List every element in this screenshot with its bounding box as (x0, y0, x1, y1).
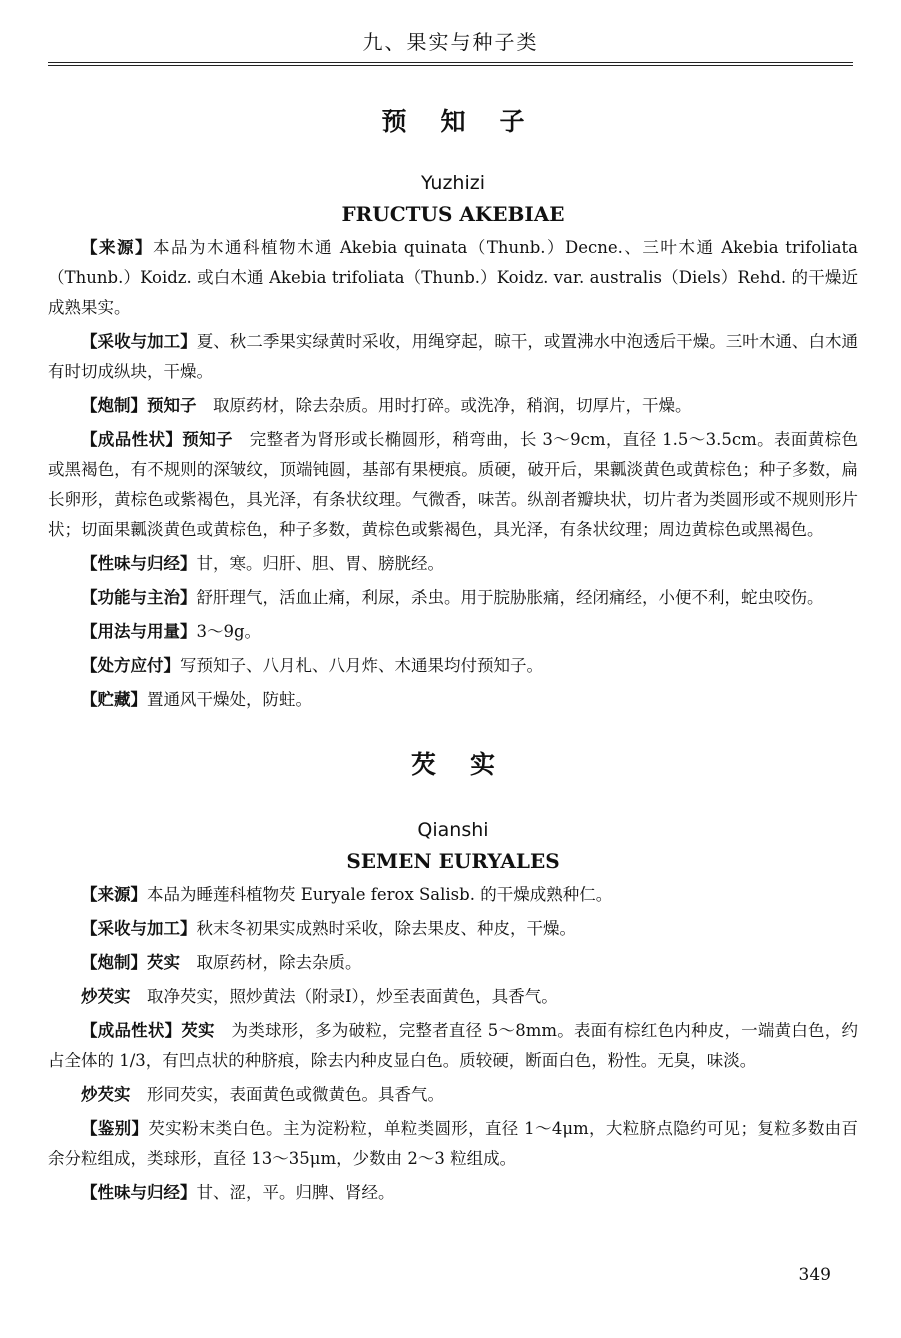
entry-paragraph (48, 617, 858, 647)
paragraph-label: 【成品性状】芡实 (81, 1021, 215, 1040)
paragraph-label: 【炮制】芡实 (81, 953, 180, 972)
running-header (48, 22, 853, 66)
entry-paragraph (48, 425, 858, 545)
entry-qianshi (48, 743, 858, 1208)
paragraph-label: 炒芡实 (81, 987, 131, 1006)
paragraph-text: 取原药材，除去杂质。用时打碎。或洗净，稍润，切厚片，干燥。 (196, 396, 692, 415)
entry-paragraph (48, 982, 858, 1012)
paragraph-text: 夏、秋二季果实绿黄时采收，用绳穿起，晾干，或置沸水中泡透后干燥。三叶木通、白木通有时切成纵块，干燥。 (48, 332, 859, 381)
paragraph-label: 【贮藏】 (81, 690, 147, 709)
page-number: 349 (798, 1265, 831, 1285)
entry-title: 芡实 (410, 750, 529, 779)
entry-paragraph (48, 685, 858, 715)
paragraph-text: 完整者为肾形或长椭圆形，稍弯曲，长 3～9cm，直径 1.5～3.5cm。表面黄棕色或黑褐色，有不规则的深皱纹，顶端钝圆，基部有果梗痕。质硬，破开后，果瓤淡黄色或黄棕色；种子多数，扁长卵形，黄棕色或紫褐色，具光泽，有条状纹理。气微香，味苦。纵剖者瓣块状，切片者为类圆形或不规则形片状；切面果瓤淡黄色或黄棕色，种子多数，黄棕色或紫褐色，具光泽，有条状纹理；周边黄棕色或黑褐色。 (48, 430, 858, 539)
paragraph-text: 置通风干燥处，防蛀。 (147, 690, 312, 709)
entry-paragraph (48, 948, 858, 978)
paragraph-text: 舒肝理气，活血止痛，利尿，杀虫。用于脘胁胀痛，经闭痛经，小便不利，蛇虫咬伤。 (196, 588, 824, 607)
paragraph-text: 取原药材，除去杂质。 (180, 953, 362, 972)
paragraph-label: 炒芡实 (81, 1085, 131, 1104)
entry-paragraph (48, 880, 858, 910)
entry-latin-name: FRUCTUS AKEBIAE (341, 202, 565, 226)
paragraph-text: 甘、涩，平。归脾、肾经。 (196, 1183, 395, 1202)
entry-paragraph (48, 583, 858, 613)
paragraph-text: 本品为木通科植物木通 Akebia quinata（Thunb.）Decne.、三叶木通 Akebia trifoliata（Thunb.）Koidz. 或白木通 Akebia trifoliata（Thunb.）Koidz. var. australis（Diels）Rehd. 的干燥近成熟果实。 (48, 238, 858, 317)
entry-paragraph (48, 327, 858, 387)
entry-paragraph (48, 549, 858, 579)
paragraph-text: 写预知子、八月札、八月炸、木通果均付预知子。 (180, 656, 543, 675)
entry-paragraph (48, 1114, 858, 1174)
paragraph-text: 芡实粉末类白色。主为淀粉粒，单粒类圆形，直径 1～4μm，大粒脐点隐约可见；复粒多数由百余分粒组成，类球形，直径 13～35μm，少数由 2～3 粒组成。 (48, 1119, 858, 1168)
paragraph-label: 【炮制】预知子 (81, 396, 197, 415)
entry-title: 预知子 (381, 107, 559, 136)
paragraph-text: 3～9g。 (196, 622, 262, 641)
paragraph-label: 【鉴别】 (81, 1119, 149, 1138)
entry-latin-name: SEMEN EURYALES (346, 849, 560, 873)
entry-paragraph (48, 1178, 858, 1208)
entry-paragraph (48, 391, 858, 421)
paragraph-text: 秋末冬初果实成熟时采收，除去果皮、种皮，干燥。 (196, 919, 576, 938)
entry-yuzhizi (48, 100, 858, 715)
paragraph-label: 【性味与归经】 (81, 1183, 197, 1202)
entry-paragraph (48, 914, 858, 944)
paragraph-text: 本品为睡莲科植物芡 Euryale ferox Salisb. 的干燥成熟种仁。 (147, 885, 613, 904)
entry-paragraph (48, 1016, 858, 1076)
paragraph-label: 【来源】 (81, 885, 147, 904)
paragraph-label: 【用法与用量】 (81, 622, 197, 641)
paragraph-text: 甘，寒。归肝、胆、胃、膀胱经。 (196, 554, 444, 573)
entry-paragraph (48, 1080, 858, 1110)
header-rule (48, 62, 853, 66)
paragraph-label: 【成品性状】预知子 (81, 430, 233, 449)
paragraph-text: 为类球形，多为破粒，完整者直径 5～8mm。表面有棕红色内种皮，一端黄白色，约占全体的 1/3，有凹点状的种脐痕，除去内种皮显白色。质较硬，断面白色，粉性。无臭，味淡。 (48, 1021, 858, 1070)
paragraph-label: 【采收与加工】 (81, 332, 197, 351)
entry-pinyin: Yuzhizi (420, 172, 485, 194)
paragraph-label: 【性味与归经】 (81, 554, 197, 573)
paragraph-label: 【采收与加工】 (81, 919, 197, 938)
page-content (48, 100, 858, 1212)
paragraph-label: 【处方应付】 (81, 656, 180, 675)
entry-pinyin: Qianshi (417, 819, 489, 841)
paragraph-label: 【功能与主治】 (81, 588, 197, 607)
paragraph-text: 形同芡实，表面黄色或微黄色。具香气。 (130, 1085, 444, 1104)
running-header-text: 九、果实与种子类 (362, 30, 539, 54)
paragraph-text: 取净芡实，照炒黄法（附录Ⅰ），炒至表面黄色，具香气。 (130, 987, 558, 1006)
paragraph-label: 【来源】 (81, 238, 154, 257)
entry-paragraph (48, 651, 858, 681)
entry-paragraph (48, 233, 858, 323)
